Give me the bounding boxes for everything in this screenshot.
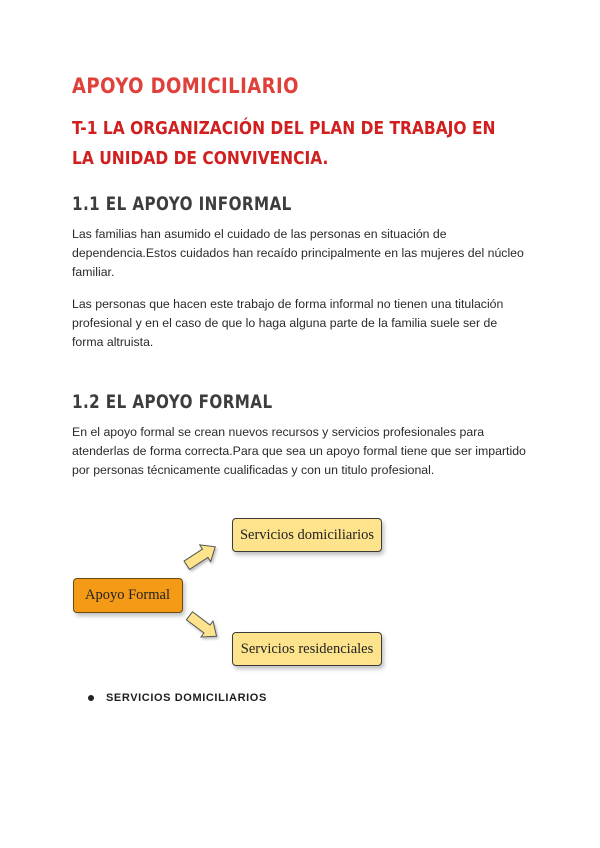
document-title: APOYO DOMICILIARIO: [72, 74, 299, 98]
document-subtitle: T-1 LA ORGANIZACIÓN DEL PLAN DE TRABAJO EN LA UNIDAD DE CONVIVENCIA.: [72, 118, 496, 169]
paragraph-formal-1: En el apoyo formal se crean nuevos recursos y servicios profesionales para atenderlas de forma correcta.Para que sea un apoyo formal tiene que ser impartido por personas técnicamente cualificadas y con un titulo profesional.: [72, 425, 526, 477]
root-node-apoyo-formal: Apoyo Formal: [73, 578, 183, 613]
section-heading-formal: 1.2 EL APOYO FORMAL: [72, 392, 273, 413]
paragraph-informal-2: Las personas que hacen este trabajo de forma informal no tienen una titulación profesional y en el caso de que lo haga alguna parte de la familia suele ser de forma altruista.: [72, 297, 504, 349]
arrow-up-icon: [181, 538, 220, 573]
list-item: [88, 692, 267, 704]
arrow-down-icon: [183, 608, 222, 644]
paragraph-informal-1: Las familias han asumido el cuidado de las personas en situación de dependencia.Estos cuidados han recaído principalmente en las mujeres del núcleo familiar.: [72, 227, 524, 279]
branch-node-domiciliarios: Servicios domiciliarios: [232, 518, 382, 552]
branch-node-residenciales: Servicios residenciales: [232, 632, 382, 666]
section-heading-informal: 1.1 EL APOYO INFORMAL: [72, 194, 292, 215]
bullet-icon: [88, 695, 94, 701]
list-item-label: SERVICIOS DOMICILIARIOS: [106, 692, 267, 704]
